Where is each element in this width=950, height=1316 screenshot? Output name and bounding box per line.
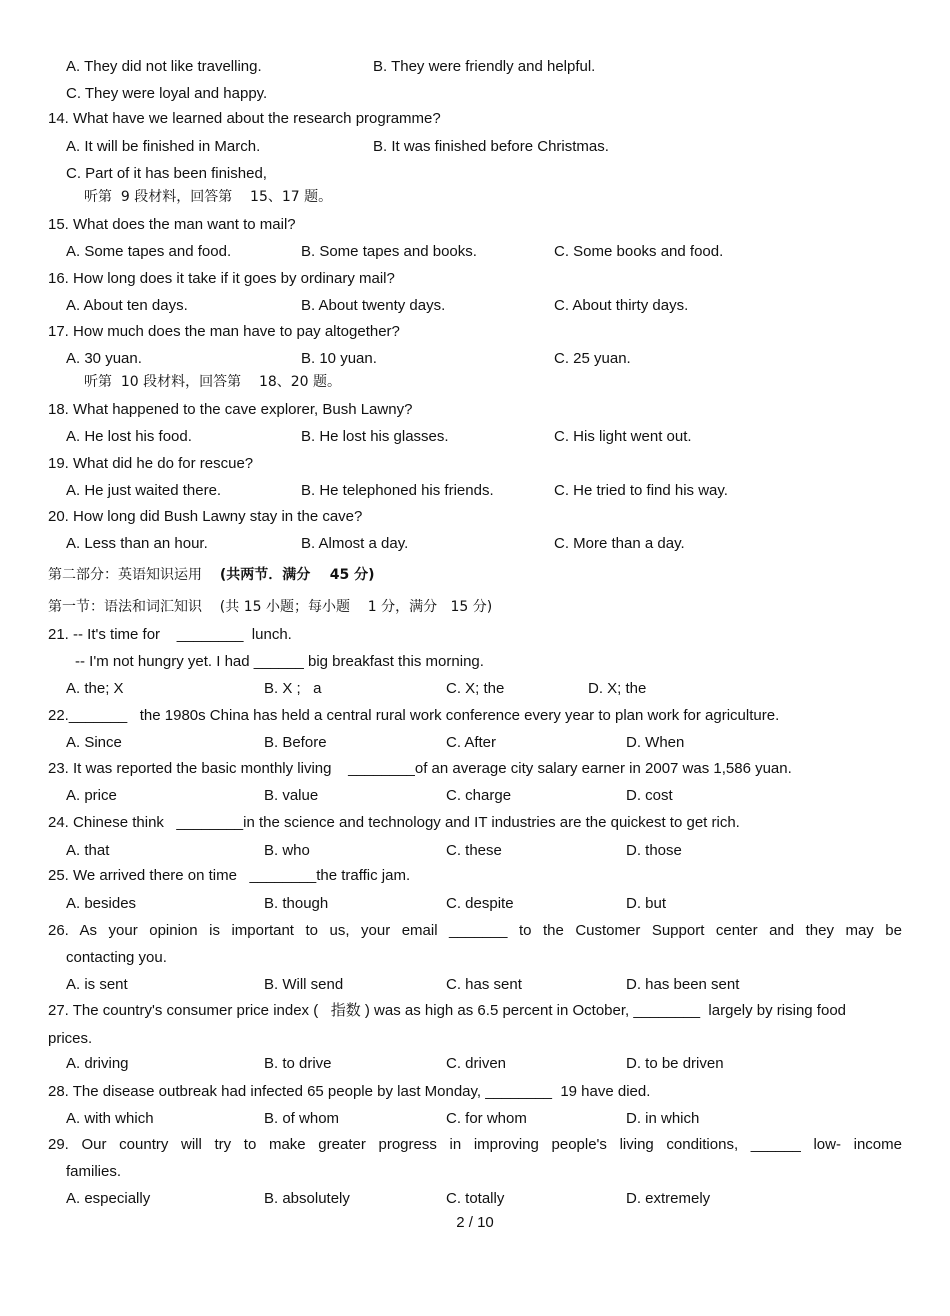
q16-option-c: C. About thirty days. xyxy=(554,297,689,314)
q28-option-a: A. with which xyxy=(66,1110,154,1127)
q14-option-b: B. It was finished before Christmas. xyxy=(373,138,609,155)
q15-option-c: C. Some books and food. xyxy=(554,243,724,260)
q24-option-a: A. that xyxy=(66,842,110,859)
q20-stem: 20. How long did Bush Lawny stay in the cave? xyxy=(48,508,363,525)
q16-stem: 16. How long does it take if it goes by ordinary mail? xyxy=(48,270,395,287)
q28-option-d: D. in which xyxy=(626,1110,700,1127)
q26-stem: 26. As your opinion is important to us, your email _______ to the Customer Support center and they may be xyxy=(48,922,902,939)
q27-option-b: B. to drive xyxy=(264,1055,332,1072)
q29-stem-cont: families. xyxy=(66,1163,122,1180)
q22-option-c: C. After xyxy=(446,734,497,751)
q25-option-b: B. though xyxy=(264,895,329,912)
q22-stem: 22._______ the 1980s China has held a central rural work conference every year to plan work for agriculture. xyxy=(48,707,780,724)
part2-heading xyxy=(48,566,374,584)
q20-option-a: A. Less than an hour. xyxy=(66,535,208,552)
q25-stem: 25. We arrived there on time ________the traffic jam. xyxy=(48,867,411,884)
q26-option-b: B. Will send xyxy=(264,976,344,993)
q19-option-c: C. He tried to find his way. xyxy=(554,482,728,499)
q16-option-b: B. About twenty days. xyxy=(301,297,446,314)
q21-stem-reply: -- I'm not hungry yet. I had ______ big breakfast this morning. xyxy=(75,653,484,670)
listening-instruction-10: 听第 10 段材料，回答第 18、20 题。 xyxy=(84,374,342,390)
q17-option-c: C. 25 yuan. xyxy=(554,350,631,367)
q25-option-d: D. but xyxy=(626,895,667,912)
q28-option-b: B. of whom xyxy=(264,1110,340,1127)
q19-option-b: B. He telephoned his friends. xyxy=(301,482,494,499)
q13-option-c: C. They were loyal and happy. xyxy=(66,85,268,102)
q18-option-a: A. He lost his food. xyxy=(66,428,192,445)
q29-option-c: C. totally xyxy=(446,1190,505,1207)
q21-option-a: A. the; X xyxy=(66,680,124,697)
q27-option-d: D. to be driven xyxy=(626,1055,724,1072)
q21-option-b: B. X ; a xyxy=(264,680,322,697)
q22-option-d: D. When xyxy=(626,734,685,751)
q26-option-c: C. has sent xyxy=(446,976,522,993)
q26-stem-cont: contacting you. xyxy=(66,949,167,966)
section1-heading: 第一节：语法和词汇知识 (共 15 小题；每小题 1 分，满分 15 分) xyxy=(48,599,493,615)
q21-stem: 21. -- It's time for ________ lunch. xyxy=(48,626,292,643)
q15-option-b: B. Some tapes and books. xyxy=(301,243,477,260)
q14-stem: 14. What have we learned about the research programme? xyxy=(48,110,441,127)
q25-option-a: A. besides xyxy=(66,895,137,912)
q27-stem-cont: prices. xyxy=(48,1030,93,1047)
q25-option-c: C. despite xyxy=(446,895,514,912)
q15-option-a: A. Some tapes and food. xyxy=(66,243,232,260)
q19-option-a: A. He just waited there. xyxy=(66,482,222,499)
page-number: 2 / 10 xyxy=(456,1214,494,1231)
q23-option-c: C. charge xyxy=(446,787,512,804)
q26-option-a: A. is sent xyxy=(66,976,128,993)
q29-option-d: D. extremely xyxy=(626,1190,711,1207)
q24-stem: 24. Chinese think ________in the science and technology and IT industries are the quickest to get rich. xyxy=(48,814,740,831)
q27-option-a: A. driving xyxy=(66,1055,129,1072)
q22-option-a: A. Since xyxy=(66,734,122,751)
q20-option-c: C. More than a day. xyxy=(554,535,685,552)
q18-stem: 18. What happened to the cave explorer, Bush Lawny? xyxy=(48,401,413,418)
q22-option-b: B. Before xyxy=(264,734,327,751)
q17-option-a: A. 30 yuan. xyxy=(66,350,142,367)
q23-option-b: B. value xyxy=(264,787,319,804)
q26-option-d: D. has been sent xyxy=(626,976,740,993)
q13-option-a: A. They did not like travelling. xyxy=(66,58,262,75)
q23-option-d: D. cost xyxy=(626,787,673,804)
q27-option-c: C. driven xyxy=(446,1055,507,1072)
q20-option-b: B. Almost a day. xyxy=(301,535,409,552)
q21-option-c: C. X; the xyxy=(446,680,505,697)
q29-stem: 29. Our country will try to make greater progress in improving people's living conditions, ______ low- income xyxy=(48,1136,902,1153)
q16-option-a: A. About ten days. xyxy=(66,297,188,314)
q18-option-c: C. His light went out. xyxy=(554,428,692,445)
q27-stem: 27. The country's consumer price index ( 指数 ) was as high as 6.5 percent in October, ________ largely by rising food xyxy=(48,1002,847,1019)
q24-option-c: C. these xyxy=(446,842,502,859)
q13-option-b: B. They were friendly and helpful. xyxy=(373,58,596,75)
q23-stem: 23. It was reported the basic monthly living ________of an average city salary earner in 2007 was 1,586 yuan. xyxy=(48,760,792,777)
q24-option-d: D. those xyxy=(626,842,682,859)
q15-stem: 15. What does the man want to mail? xyxy=(48,216,296,233)
q28-option-c: C. for whom xyxy=(446,1110,527,1127)
listening-instruction-9: 听第 9 段材料，回答第 15、17 题。 xyxy=(84,189,333,205)
q18-option-b: B. He lost his glasses. xyxy=(301,428,449,445)
q24-option-b: B. who xyxy=(264,842,310,859)
q19-stem: 19. What did he do for rescue? xyxy=(48,455,254,472)
q28-stem: 28. The disease outbreak had infected 65 people by last Monday, ________ 19 have died. xyxy=(48,1083,651,1100)
q17-stem: 17. How much does the man have to pay altogether? xyxy=(48,323,400,340)
q23-option-a: A. price xyxy=(66,787,117,804)
q17-option-b: B. 10 yuan. xyxy=(301,350,377,367)
q29-option-a: A. especially xyxy=(66,1190,151,1207)
q14-option-a: A. It will be finished in March. xyxy=(66,138,261,155)
part2-heading-label: 第二部分：英语知识运用 xyxy=(48,567,220,583)
q14-option-c: C. Part of it has been finished, xyxy=(66,165,267,182)
q21-option-d: D. X; the xyxy=(588,680,647,697)
q29-option-b: B. absolutely xyxy=(264,1190,350,1207)
part2-heading-score: (共两节．满分 45 分) xyxy=(219,567,375,583)
